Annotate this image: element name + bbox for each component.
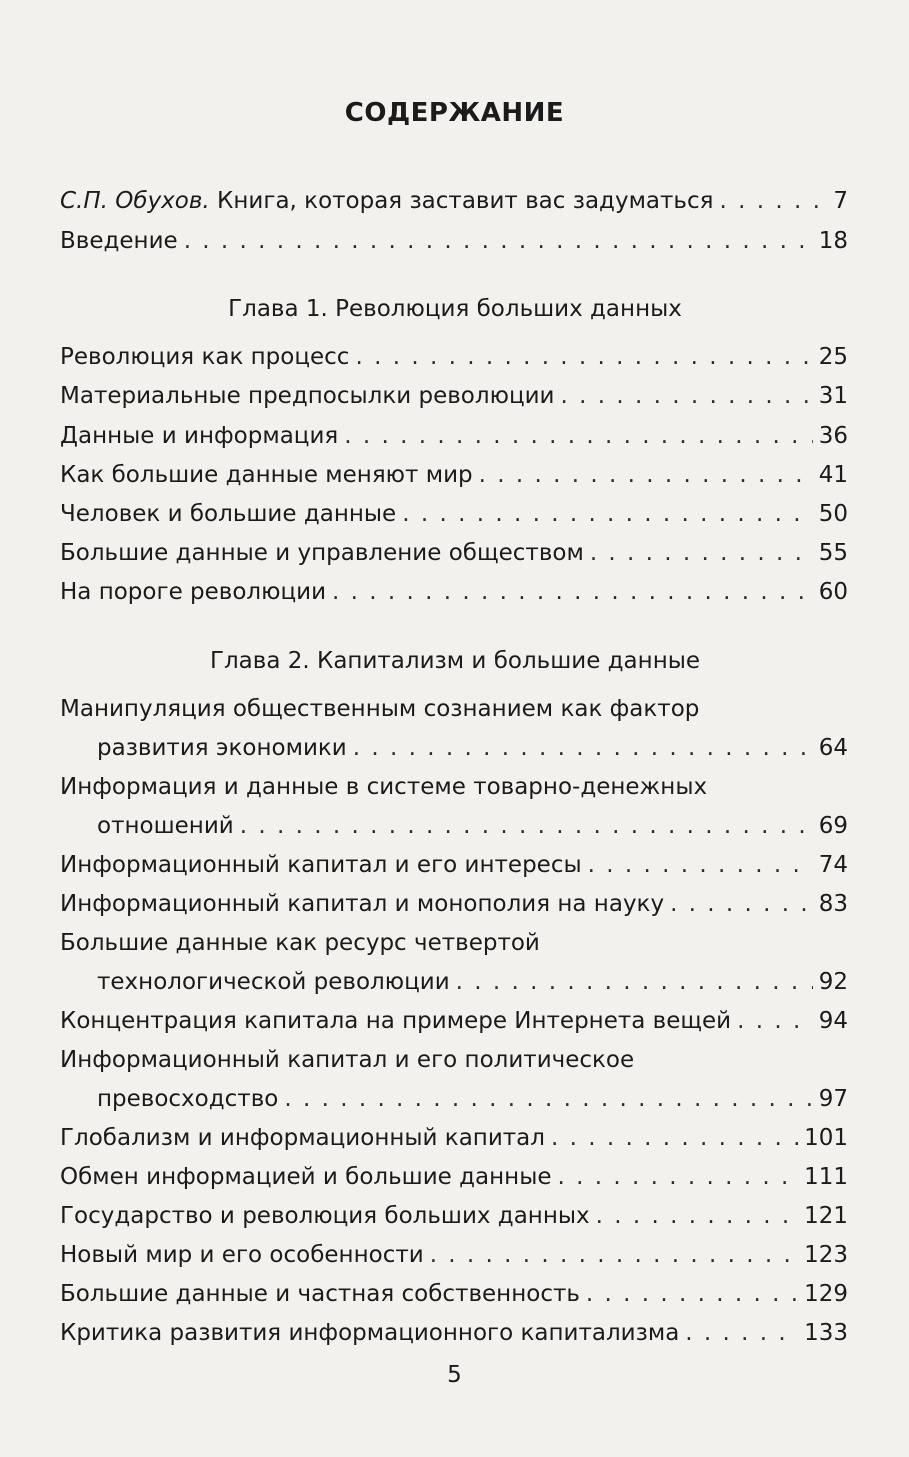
dot-leader <box>284 1084 812 1114</box>
entry-title-line1: Информация и данные в системе товарно-денежных <box>60 774 708 800</box>
dot-leader <box>551 1123 798 1153</box>
page-title: СОДЕРЖАНИЕ <box>344 98 565 128</box>
entry-page: 92 <box>818 969 848 995</box>
entry-title: Концентрация капитала на примере Интернета вещей <box>60 1008 732 1034</box>
entry-title-line1: Манипуляция общественным сознанием как фактор <box>60 696 700 722</box>
toc-entry <box>60 538 848 568</box>
toc-entry <box>60 499 848 529</box>
entry-page: 94 <box>818 1008 848 1034</box>
toc-entry-preface <box>60 186 848 216</box>
page-number: 5 <box>447 1362 462 1388</box>
toc-entry <box>60 342 848 372</box>
toc-entry <box>60 850 848 880</box>
entry-page: 25 <box>818 344 848 370</box>
entry-title: Информационный капитал и его интересы <box>60 852 582 878</box>
dot-leader <box>588 850 813 880</box>
toc-entry <box>60 460 848 490</box>
dot-leader <box>719 186 827 216</box>
entry-page: 7 <box>833 188 848 214</box>
toc-entry <box>60 1318 848 1348</box>
toc-entry <box>97 733 848 763</box>
entry-page: 41 <box>818 462 848 488</box>
toc-entry <box>60 889 848 919</box>
dot-leader <box>685 1318 798 1348</box>
entry-page: 133 <box>804 1320 848 1346</box>
chapter-heading-2: Глава 2. Капитализм и большие данные <box>209 648 701 674</box>
entry-page: 123 <box>804 1242 848 1268</box>
entry-page: 121 <box>804 1203 848 1229</box>
toc-entry <box>97 811 848 841</box>
entry-title: Государство и революция больших данных <box>60 1203 590 1229</box>
dot-leader <box>344 421 812 451</box>
entry-title: Человек и большие данные <box>60 501 397 527</box>
dot-leader <box>332 577 813 607</box>
toc-entry <box>60 1123 848 1153</box>
entry-page: 83 <box>818 891 848 917</box>
entry-title: технологической революции <box>97 969 450 995</box>
entry-title: Критика развития информационного капитализма <box>60 1320 680 1346</box>
dot-leader <box>737 1006 813 1036</box>
entry-page: 111 <box>804 1164 848 1190</box>
entry-title: На пороге революции <box>60 579 327 605</box>
entry-title: развития экономики <box>97 735 347 761</box>
dot-leader <box>558 1162 799 1192</box>
toc-entry <box>60 1162 848 1192</box>
entry-title: Введение <box>60 228 178 254</box>
entry-title: Глобализм и информационный капитал <box>60 1125 545 1151</box>
dot-leader <box>586 1279 798 1309</box>
toc-entry <box>97 967 848 997</box>
toc-entry <box>60 1279 848 1309</box>
toc-entry <box>60 1006 848 1036</box>
entry-title-line1: Информационный капитал и его политическое <box>60 1047 635 1073</box>
dot-leader <box>402 499 813 529</box>
entry-title: Революция как процесс <box>60 344 350 370</box>
toc-entry <box>60 421 848 451</box>
entry-title: Данные и информация <box>60 423 339 449</box>
dot-leader <box>456 967 813 997</box>
dot-leader <box>430 1240 798 1270</box>
entry-title: отношений <box>97 813 234 839</box>
entry-page: 31 <box>818 383 848 409</box>
dot-leader <box>240 811 813 841</box>
entry-title: Как большие данные меняют мир <box>60 462 473 488</box>
toc-entry-introduction <box>60 226 848 256</box>
toc-entry <box>97 1084 848 1114</box>
chapter-heading-1: Глава 1. Революция больших данных <box>228 296 682 322</box>
entry-page: 55 <box>818 540 848 566</box>
entry-page: 36 <box>818 423 848 449</box>
entry-page: 74 <box>818 852 848 878</box>
dot-leader <box>184 226 813 256</box>
dot-leader <box>353 733 813 763</box>
entry-title: Большие данные и частная собственность <box>60 1281 580 1307</box>
dot-leader <box>561 381 813 411</box>
toc-entry <box>60 381 848 411</box>
entry-page: 64 <box>818 735 848 761</box>
toc-entry <box>60 1201 848 1231</box>
entry-author: С.П. Обухов. <box>60 188 210 214</box>
entry-title-line1: Большие данные как ресурс четвертой <box>60 930 540 956</box>
entry-title: Новый мир и его особенности <box>60 1242 424 1268</box>
toc-entry <box>60 577 848 607</box>
dot-leader <box>479 460 813 490</box>
entry-page: 69 <box>818 813 848 839</box>
entry-title: Большие данные и управление обществом <box>60 540 584 566</box>
entry-page: 97 <box>818 1086 848 1112</box>
entry-page: 60 <box>818 579 848 605</box>
entry-page: 101 <box>804 1125 848 1151</box>
toc-entry <box>60 1240 848 1270</box>
entry-title: Информационный капитал и монополия на науку <box>60 891 665 917</box>
entry-title: Книга, которая заставит вас задуматься <box>209 188 714 214</box>
entry-title: Материальные предпосылки революции <box>60 383 555 409</box>
dot-leader <box>596 1201 798 1231</box>
dot-leader <box>355 342 812 372</box>
entry-page: 18 <box>818 228 848 254</box>
entry-title: превосходство <box>97 1086 279 1112</box>
dot-leader <box>590 538 813 568</box>
entry-page: 50 <box>818 501 848 527</box>
entry-title: Обмен информацией и большие данные <box>60 1164 552 1190</box>
dot-leader <box>670 889 813 919</box>
entry-page: 129 <box>804 1281 848 1307</box>
